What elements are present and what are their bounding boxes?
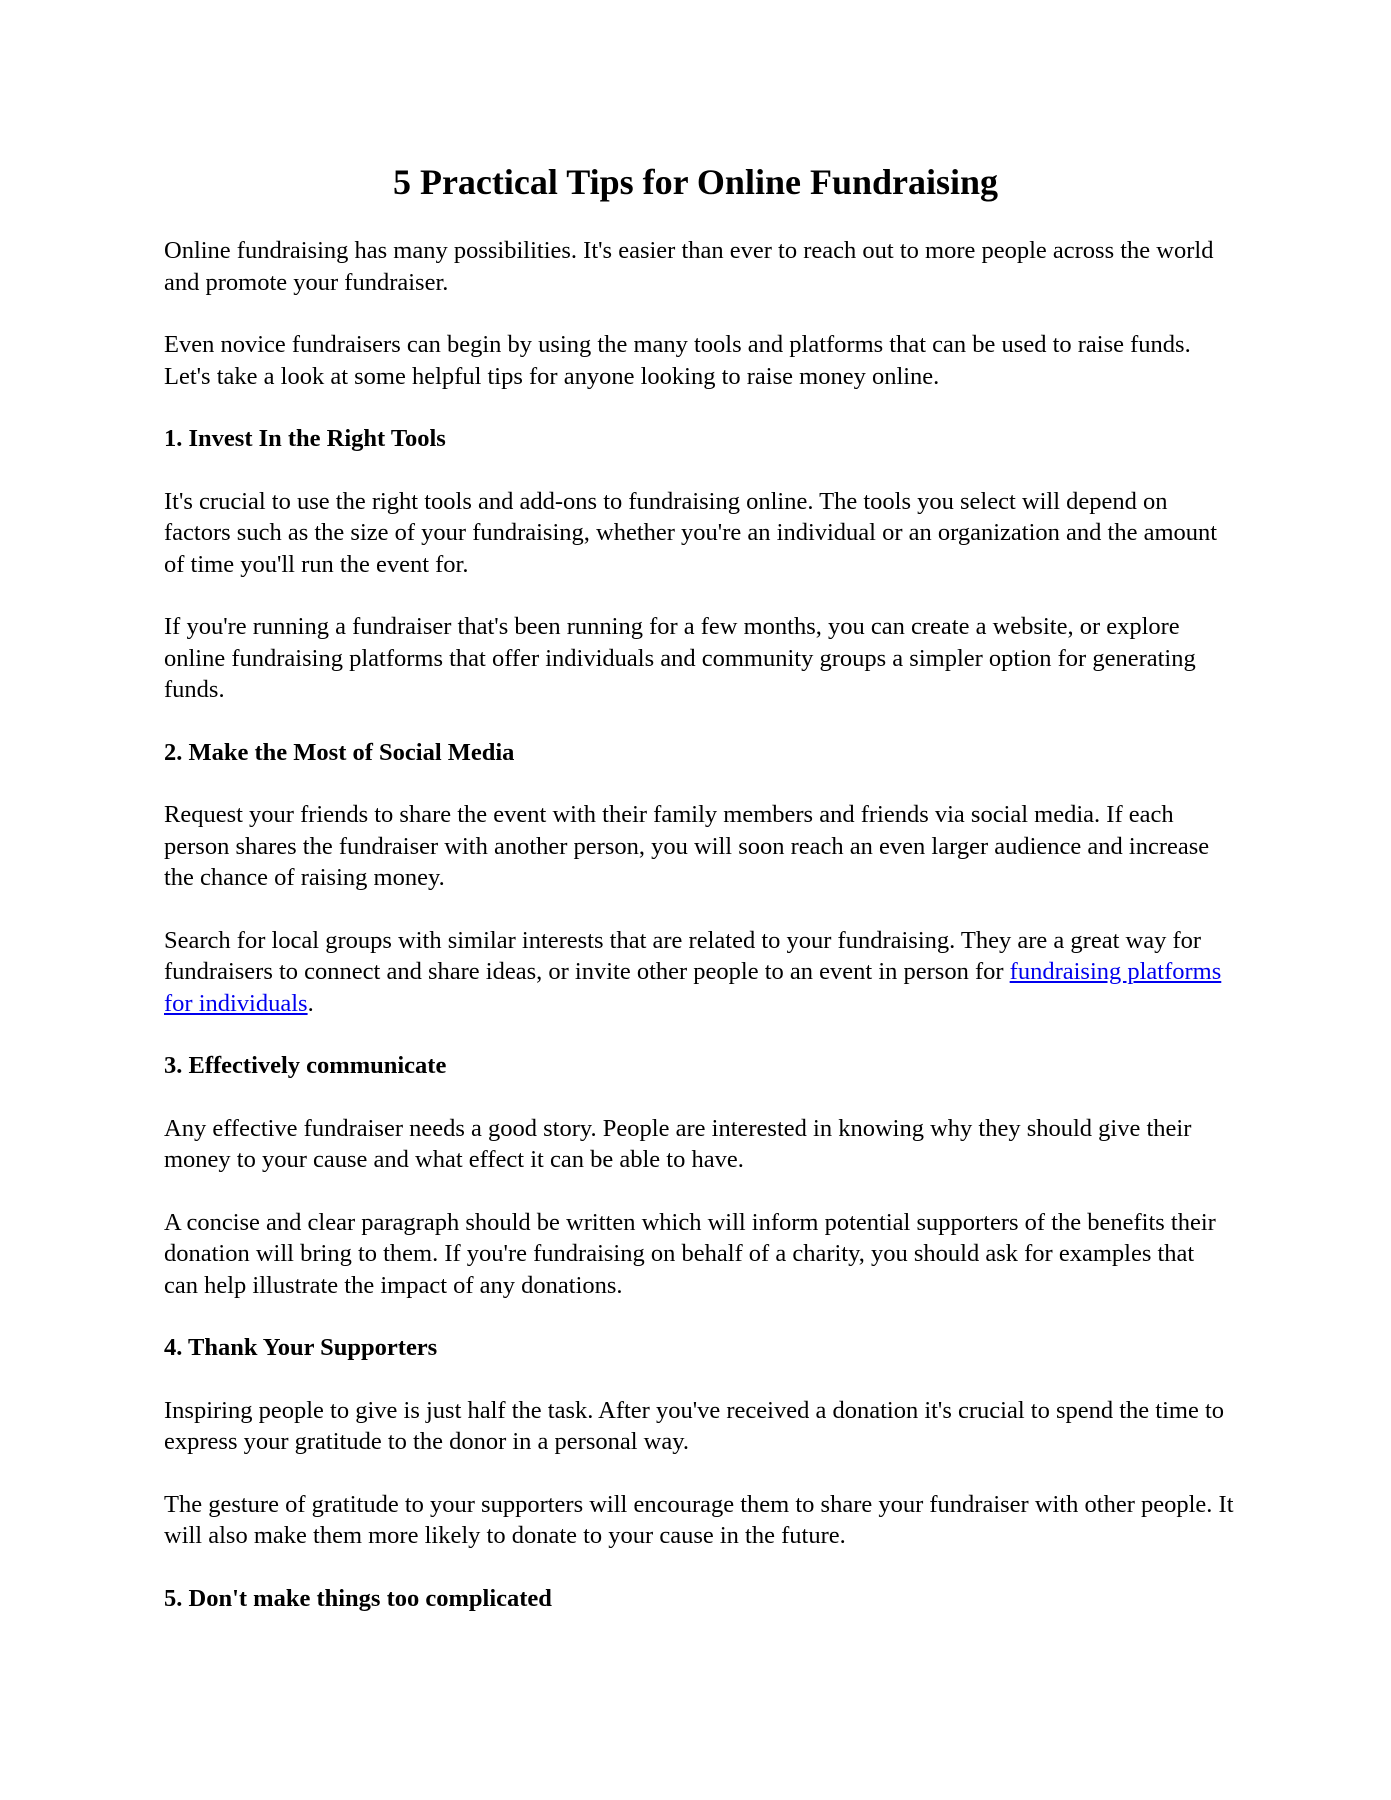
section-paragraph-with-link [164,925,1234,1020]
section-paragraph: It's crucial to use the right tools and add-ons to fundraising online. The tools you select will depend on factors such as the size of your fundraising, whether you're an individual or an organization and the amount of time you'll run the event for. [164,487,1218,578]
intro-paragraph: Even novice fundraisers can begin by using the many tools and platforms that can be used to raise funds. Let's take a look at some helpful tips for anyone looking to raise money online. [164,331,1191,390]
section-paragraph: Request your friends to share the event with their family members and friends via social media. If each person shares the fundraiser with another person, you will soon reach an even larger audience and increase the chance of raising money. [164,801,1210,891]
fundraising-platforms-link[interactable]: fundraising platforms for individuals [164,958,1222,1017]
section-paragraph: The gesture of gratitude to your supporters will encourage them to share your fundraiser with other people. It will also make them more likely to donate to your cause in the future. [164,1490,1234,1549]
section-heading-invest-in-tools: 1. Invest In the Right Tools [164,425,446,452]
link-paragraph-text-after: . [307,989,314,1017]
section-paragraph: Inspiring people to give is just half the task. After you've received a donation it's crucial to spend the time to express your gratitude to the donor in a personal way. [164,1396,1225,1455]
document-body [164,235,1234,1645]
section-heading-communicate: 3. Effectively communicate [164,1052,447,1079]
page-title: 5 Practical Tips for Online Fundraising [392,162,999,202]
intro-paragraph: Online fundraising has many possibilities. It's easier than ever to reach out to more people across the world and promote your fundraiser. [164,237,1214,296]
section-heading-dont-complicate: 5. Don't make things too complicated [164,1584,552,1612]
section-paragraph: Any effective fundraiser needs a good story. People are interested in knowing why they should give their money to your cause and what effect it can be able to have. [164,1114,1192,1173]
section-heading-social-media: 2. Make the Most of Social Media [164,738,515,766]
section-heading-thank-supporters: 4. Thank Your Supporters [164,1334,438,1361]
section-paragraph: A concise and clear paragraph should be written which will inform potential supporters of the benefits their donation will bring to them. If you're fundraising on behalf of a charity, you should ask for examples that can help illustrate the impact of any donations. [164,1208,1216,1299]
section-paragraph: If you're running a fundraiser that's been running for a few months, you can create a website, or explore online fundraising platforms that offer individuals and community groups a simpler option for generating funds. [164,613,1196,703]
link-paragraph-text-before: Search for local groups with similar interests that are related to your fundraising. They are a great way for fundraisers to connect and share ideas, or invite other people to an event in person for [164,926,1202,985]
